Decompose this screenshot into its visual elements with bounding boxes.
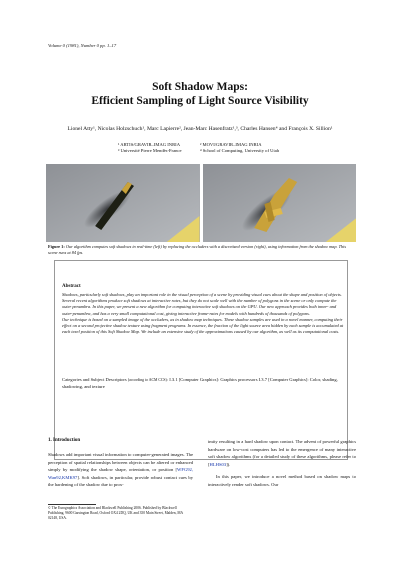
abstract-paragraph-1: Shadows, particularly soft shadows, play an important role in the visual perception of a scene by providing visual cues about the shape and position of objects. Several recent algorithms produce soft shadows at interactive rates, but they do not scale well with the number of polygons in the scene or only compute the outer penumbra. In this paper, we present a new algorithm for computing interactive soft shadows on the GPU. Our new approach provides both inner- and outer-penumbra, and has a very small computational cost, giving interactive frame-rates for models with hundreds of thousands of polygons.	[62, 292, 342, 316]
discretized-occluder-image	[203, 164, 357, 242]
title-line-1: Soft Shadow Maps:	[152, 81, 248, 93]
affiliation-2: ² MOVI/GRAVIR–IMAG INRIA	[200, 142, 262, 147]
figure-caption-text: Our algorithm computes soft shadows in real-time (left) by replacing the occluders with a discretized version (right), using information from the shadow map. This scene runs at 84 fps.	[48, 244, 347, 256]
figure-caption	[48, 244, 354, 256]
soft-shadow-render-image	[46, 164, 200, 242]
intro-right-text: imity resulting in a hard shadow upon contact. The advent of powerful graphics hardware on low-cost computers has led to the emergence of many interactive soft shadow algorithms (for a detailed study of these algorithms, please refer to [	[208, 439, 356, 467]
citation-link-2[interactable]: HLHS03	[209, 461, 227, 467]
intro-left-column	[48, 451, 193, 489]
abstract-body	[62, 292, 344, 335]
abstract-frame	[54, 260, 348, 460]
affiliations-left	[118, 142, 182, 155]
teaser-figure	[46, 164, 356, 242]
affiliation-1: ¹ ARTIS/GRAVIR–IMAG INRIA	[118, 142, 181, 147]
affiliations-right	[200, 142, 279, 155]
subject-categories: Categories and Subject Descriptors (according to ACM CCS): I.3.1 [Computer Graphics]: Graphics processors I.3.7 [Computer Graphics]: Color, shading, shadowing, and texture	[62, 377, 338, 389]
paper-title	[30, 80, 370, 108]
intro-right-text-end: ]).	[226, 461, 231, 467]
citation-link-1[interactable]: WFG92, Wan92,KMK97	[48, 467, 193, 480]
figure-panel-left	[46, 164, 200, 242]
intro-left-tail: ]. Soft shadows, in particular, provide robust contact cues by the hardening of the shadow due to prox-	[48, 474, 193, 487]
intro-left-text: Shadows add important visual information to computer-generated images. The perception of spatial relationships between objects can be altered or enhanced simply by modifying the shadow shape, orientation, or position [	[48, 452, 193, 472]
categories-text: I.3.1 [Computer Graphics]: Graphics processors I.3.7 [Computer Graphics]: Color, shading, shadowing, and texture	[62, 377, 338, 389]
abstract-heading: Abstract	[62, 284, 81, 289]
title-line-2: Efficient Sampling of Light Source Visibility	[91, 95, 309, 107]
journal-header: Volume 0 (1981), Number 0 pp. 1–17	[48, 43, 117, 48]
intro-right-column	[208, 438, 356, 488]
intro-right-paragraph-1	[208, 438, 356, 468]
intro-right-paragraph-2: In this paper, we introduce a novel method based on shadow maps to interactively render soft shadows. Our	[208, 474, 356, 487]
categories-note: (according to ACM CCS)	[127, 378, 167, 382]
affiliation-4: ⁴ School of Computing, University of Utah	[200, 148, 280, 154]
affiliation-3: ³ Université Pierre Mendès-France	[118, 148, 182, 154]
author-list: Lionel Atty¹, Nicolas Holzschuch¹, Marc Lapierre², Jean-Marc Hasenfratz¹,³, Charles Hansen⁴ and François X. Sillion¹	[67, 126, 333, 132]
figure-panel-right	[203, 164, 357, 242]
figure-caption-label: Figure 1:	[48, 244, 65, 249]
copyright-footnote: © The Eurographics Association and Blackwell Publishing 2006. Published by Blackwell Publishing, 9600 Garsington Road, Oxford OX4 2DQ, UK and 350 Main Street, Malden, MA 02148, USA.	[48, 506, 183, 521]
categories-label: Categories and Subject Descriptors	[62, 377, 127, 382]
abstract-paragraph-2: Our technique is based on a sampled image of the occluders, as in shadow map techniques. These shadow samples are used in a novel manner, computing their effect on a second projective shadow texture using fragment programs. In essence, the fraction of the light source area hidden by each sample is accumulated at each texel position of this Soft Shadow Map. We include an extensive study of the approximations caused by our algorithm, as well as its computational costs.	[62, 316, 344, 335]
footnote-rule	[48, 504, 96, 505]
section-heading-introduction: 1. Introduction	[48, 438, 81, 443]
